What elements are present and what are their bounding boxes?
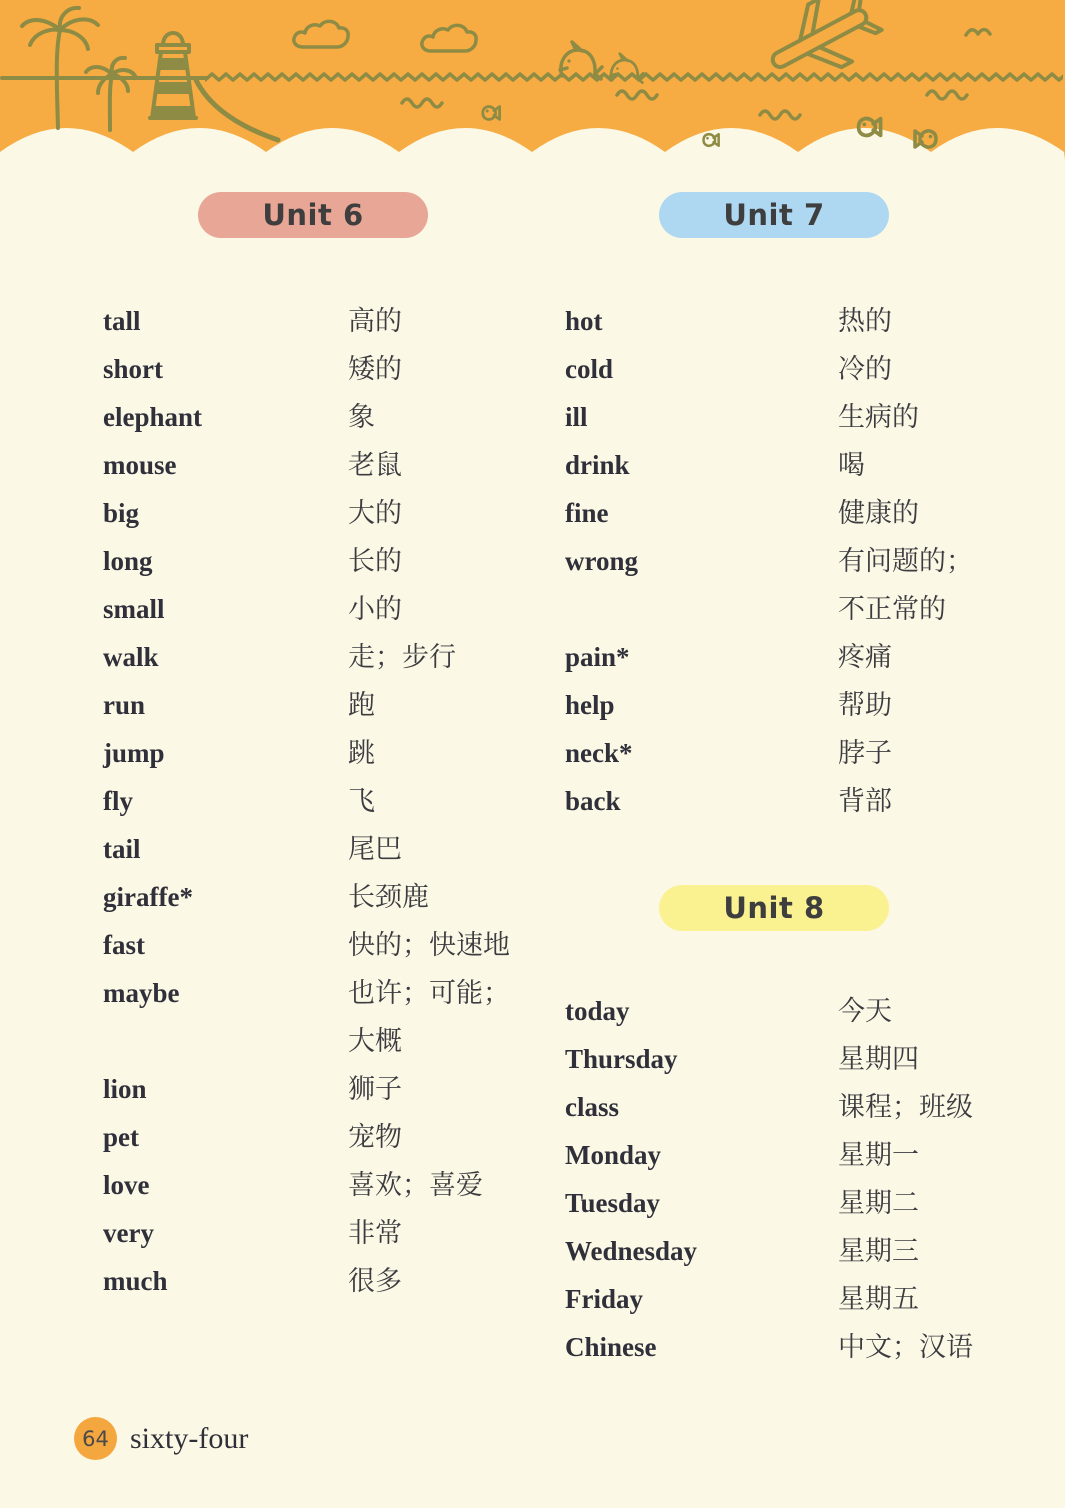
- english-word: long: [103, 546, 153, 576]
- chinese-translation: 跳: [348, 738, 375, 768]
- unit8-vocab-list: [565, 987, 1065, 1371]
- vocab-row: [565, 345, 1065, 393]
- english-word: [103, 1017, 348, 1065]
- english-word: today: [565, 996, 630, 1026]
- english-word: giraffe*: [103, 882, 193, 912]
- english-word: mouse: [103, 450, 177, 480]
- english-word: elephant: [103, 402, 203, 432]
- english-word: Friday: [565, 1284, 643, 1314]
- chinese-translation: 今天: [838, 996, 892, 1026]
- page-number-word: sixty-four: [130, 1421, 249, 1455]
- english-word: fast: [103, 930, 145, 960]
- english-word: very: [103, 1218, 154, 1248]
- vocab-row: [565, 987, 1065, 1035]
- vocab-row: [103, 345, 565, 393]
- chinese-translation: 星期三: [838, 1236, 919, 1266]
- vocab-row: [103, 393, 565, 441]
- english-word: back: [565, 786, 621, 816]
- unit7-vocab-list: [565, 297, 1065, 825]
- chinese-translation: 矮的: [348, 354, 402, 384]
- english-word: pet: [103, 1122, 139, 1152]
- vocab-row: [565, 489, 1065, 537]
- chinese-translation: 快的；快速地: [348, 930, 510, 960]
- english-word: love: [103, 1170, 150, 1200]
- chinese-translation: 课程；班级: [838, 1092, 973, 1122]
- english-word: walk: [103, 642, 159, 672]
- vocab-row: [103, 681, 565, 729]
- vocab-row: [103, 969, 565, 1017]
- chinese-translation: 帮助: [838, 690, 892, 720]
- chinese-translation: 星期五: [838, 1284, 919, 1314]
- vocab-row: [103, 585, 565, 633]
- wordlist-content: [0, 160, 1065, 1371]
- chinese-translation: 飞: [348, 786, 375, 816]
- english-word: Chinese: [565, 1332, 657, 1362]
- chinese-translation: 小的: [348, 594, 402, 624]
- page-footer: [74, 1417, 248, 1460]
- english-word: lion: [103, 1074, 147, 1104]
- vocab-row: [565, 1131, 1065, 1179]
- vocab-row: [565, 393, 1065, 441]
- chinese-translation: 有问题的；: [838, 546, 973, 576]
- vocab-row: [565, 441, 1065, 489]
- chinese-translation: 象: [348, 402, 375, 432]
- chinese-translation: 喝: [838, 450, 865, 480]
- vocab-row: [565, 1083, 1065, 1131]
- chinese-translation: 生病的: [838, 402, 919, 432]
- sea-wave-line-icon: [205, 71, 1063, 83]
- vocab-row: [103, 1017, 565, 1065]
- english-word: drink: [565, 450, 630, 480]
- vocab-row: [565, 1275, 1065, 1323]
- chinese-translation: 疼痛: [838, 642, 892, 672]
- english-word: short: [103, 354, 163, 384]
- chinese-translation: 冷的: [838, 354, 892, 384]
- english-word: fine: [565, 498, 609, 528]
- vocab-row: [565, 1227, 1065, 1275]
- english-word: hot: [565, 306, 603, 336]
- vocab-row: [103, 1257, 565, 1305]
- vocab-row: [103, 1113, 565, 1161]
- english-word: Tuesday: [565, 1188, 661, 1218]
- vocab-row: [103, 729, 565, 777]
- english-word: Thursday: [565, 1044, 678, 1074]
- english-word: run: [103, 690, 146, 720]
- english-word: fly: [103, 786, 133, 816]
- english-word: maybe: [103, 978, 180, 1008]
- english-word: class: [565, 1092, 619, 1122]
- chinese-translation: 走；步行: [348, 642, 456, 672]
- vocab-row: [103, 537, 565, 585]
- vocab-row: [103, 441, 565, 489]
- chinese-translation: 星期四: [838, 1044, 919, 1074]
- vocab-row: [103, 873, 565, 921]
- english-word: cold: [565, 354, 614, 384]
- vocab-row: [565, 681, 1065, 729]
- english-word: much: [103, 1266, 168, 1296]
- left-column: [103, 160, 565, 1371]
- unit6-vocab-list: [103, 297, 565, 1305]
- english-word: ill: [565, 402, 588, 432]
- chinese-translation: 星期一: [838, 1140, 919, 1170]
- page-number-badge: 64: [74, 1417, 117, 1460]
- english-word: wrong: [565, 546, 639, 576]
- chinese-translation: 长颈鹿: [348, 882, 429, 912]
- vocab-row: [103, 1161, 565, 1209]
- vocab-row: [565, 729, 1065, 777]
- unit8-badge: Unit 8: [659, 885, 889, 931]
- vocab-row: [103, 921, 565, 969]
- english-word: neck*: [565, 738, 633, 768]
- vocab-row: [565, 585, 1065, 633]
- english-word: Monday: [565, 1140, 662, 1170]
- vocab-row: [565, 633, 1065, 681]
- chinese-translation: 长的: [348, 546, 402, 576]
- english-word: small: [103, 594, 165, 624]
- unit7-section: [565, 192, 1065, 825]
- english-word: [565, 585, 838, 633]
- vocab-row: [565, 297, 1065, 345]
- english-word: big: [103, 498, 140, 528]
- vocab-row: [103, 489, 565, 537]
- chinese-translation: 背部: [838, 786, 892, 816]
- vocab-row: [103, 777, 565, 825]
- english-word: jump: [103, 738, 165, 768]
- chinese-translation: 狮子: [348, 1074, 402, 1104]
- vocab-row: [103, 825, 565, 873]
- chinese-translation: 中文；汉语: [838, 1332, 973, 1362]
- chinese-translation: 健康的: [838, 498, 919, 528]
- chinese-translation: 尾巴: [348, 834, 402, 864]
- vocab-row: [565, 1035, 1065, 1083]
- chinese-translation: 脖子: [838, 738, 892, 768]
- chinese-translation: 大的: [348, 498, 402, 528]
- vocab-row: [565, 1179, 1065, 1227]
- english-word: tall: [103, 306, 141, 336]
- vocab-row: [103, 1209, 565, 1257]
- chinese-translation: 高的: [348, 306, 402, 336]
- vocab-row: [565, 777, 1065, 825]
- vocab-row: [565, 537, 1065, 585]
- chinese-translation: 很多: [348, 1266, 402, 1296]
- vocab-row: [103, 297, 565, 345]
- english-word: help: [565, 690, 615, 720]
- unit8-section: [565, 885, 1065, 1371]
- english-word: Wednesday: [565, 1236, 698, 1266]
- english-word: pain*: [565, 642, 630, 672]
- chinese-translation: 跑: [348, 690, 375, 720]
- chinese-translation: 大概: [348, 1026, 402, 1056]
- english-word: tail: [103, 834, 141, 864]
- chinese-translation: 喜欢；喜爱: [348, 1170, 483, 1200]
- chinese-translation: 非常: [348, 1218, 402, 1248]
- unit6-section: [103, 192, 565, 1305]
- unit6-badge: Unit 6: [198, 192, 428, 238]
- vocab-row: [565, 1323, 1065, 1371]
- vocab-row: [103, 1065, 565, 1113]
- chinese-translation: 星期二: [838, 1188, 919, 1218]
- unit7-badge: Unit 7: [659, 192, 889, 238]
- right-column: [565, 160, 1065, 1371]
- vocab-row: [103, 633, 565, 681]
- chinese-translation: 老鼠: [348, 450, 402, 480]
- chinese-translation: 热的: [838, 306, 892, 336]
- chinese-translation: 不正常的: [838, 594, 946, 624]
- chinese-translation: 宠物: [348, 1122, 402, 1152]
- header-illustration: [0, 0, 1065, 160]
- chinese-translation: 也许；可能；: [348, 978, 510, 1008]
